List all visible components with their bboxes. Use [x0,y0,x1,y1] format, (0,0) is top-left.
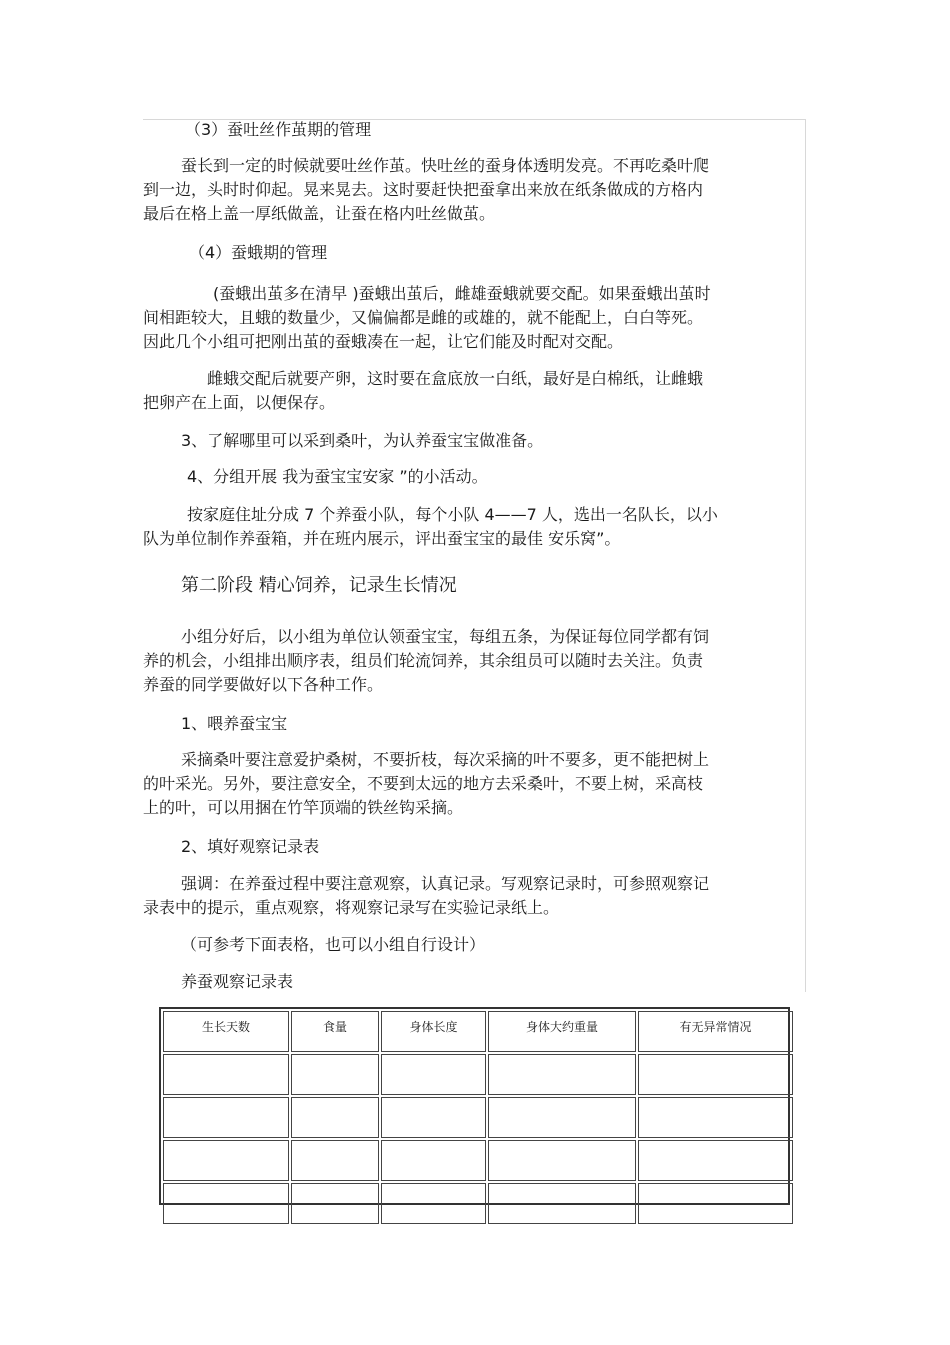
table-cell [488,1054,636,1095]
header-growth-days: 生长天数 [163,1011,289,1052]
observation-record-table [159,1007,790,1205]
table-cell [638,1183,793,1224]
table-cell [488,1183,636,1224]
table-cell [638,1097,793,1138]
paragraph-picking-leaves: 采摘桑叶要注意爱护桑树，不要折枝，每次采摘的叶不要多，更不能把树上 的叶采光。另外，要注意安全，不要到太远的地方去采桑叶，不要上树，采高枝 上的叶，可以用捆在竹竿顶端的铁丝钩采摘。 [143,750,710,817]
header-abnormal: 有无异常情况 [638,1011,793,1052]
paragraph-moth-mating: (蚕蛾出茧多在清早 )蚕蛾出茧后，雌雄蚕蛾就要交配。如果蚕蛾出茧时 间相距较大，且蛾的数量少，又偏偏都是雌的或雄的，就不能配上，白白等死。 因此几个小组可把刚出茧的蚕蛾凑在一起，让它们能及时配对交配。 [143,284,711,351]
table-cell [163,1140,289,1181]
table-cell [381,1097,486,1138]
paragraph-egg-laying: 雌蛾交配后就要产卵，这时要在盒底放一白纸，最好是白棉纸，让雌蛾 把卵产在上面，以便保存。 [143,369,704,412]
step-4-activity: 4、分组开展 我为蚕宝宝安家 ”的小活动。 [187,467,488,486]
table-row [163,1140,793,1181]
table-cell [291,1097,379,1138]
header-food-intake: 食量 [291,1011,379,1052]
table-cell [291,1140,379,1181]
table-cell [638,1054,793,1095]
paragraph-observation-emphasis: 强调：在养蚕过程中要注意观察，认真记录。写观察记录时，可参照观察记 录表中的提示，重点观察，将观察记录写在实验记录纸上。 [143,874,710,917]
paragraph-silk-spinning: 蚕长到一定的时候就要吐丝作茧。快吐丝的蚕身体透明发亮。不再吃桑叶爬 到一边，头时时仰起。晃来晃去。这时要赶快把蚕拿出来放在纸条做成的方格内 最后在格上盖一厚纸做盖，让蚕在格内吐丝做茧。 [143,156,710,223]
table-cell [488,1097,636,1138]
table-row [163,1054,793,1095]
table-row [163,1097,793,1138]
step-2-record-table: 2、填好观察记录表 [181,837,320,856]
table-reference-note: （可参考下面表格，也可以小组自行设计） [181,935,486,954]
heading-moth-period: （4）蚕蛾期的管理 [189,243,328,262]
step-1-feeding: 1、喂养蚕宝宝 [181,714,288,733]
paragraph-team-groups: 按家庭住址分成 7 个养蚕小队，每个小队 4——7 人，选出一名队长，以小 队为单位制作养蚕箱，并在班内展示，评出蚕宝宝的最佳 安乐窝”。 [143,505,718,548]
header-body-weight: 身体大约重量 [488,1011,636,1052]
heading-silk-spinning: （3）蚕吐丝作茧期的管理 [185,120,372,139]
table-cell [163,1183,289,1224]
table-cell [381,1183,486,1224]
table-cell [381,1140,486,1181]
table-cell [488,1140,636,1181]
table-cell [381,1054,486,1095]
table-header-row [163,1011,793,1052]
table-cell [638,1140,793,1181]
section-heading-stage-two: 第二阶段 精心饲养，记录生长情况 [181,575,457,596]
table-cell [163,1097,289,1138]
table-caption: 养蚕观察记录表 [181,972,294,991]
step-3-mulberry: 3、了解哪里可以采到桑叶，为认养蚕宝宝做准备。 [181,431,544,450]
header-body-length: 身体长度 [381,1011,486,1052]
paragraph-group-adoption: 小组分好后，以小组为单位认领蚕宝宝，每组五条，为保证每位同学都有饲 养的机会，小组排出顺序表，组员们轮流饲养，其余组员可以随时去关注。负责 养蚕的同学要做好以下各种工作。 [143,627,710,694]
table-cell [163,1054,289,1095]
table-cell [291,1054,379,1095]
table-row [163,1183,793,1224]
table-cell [291,1183,379,1224]
